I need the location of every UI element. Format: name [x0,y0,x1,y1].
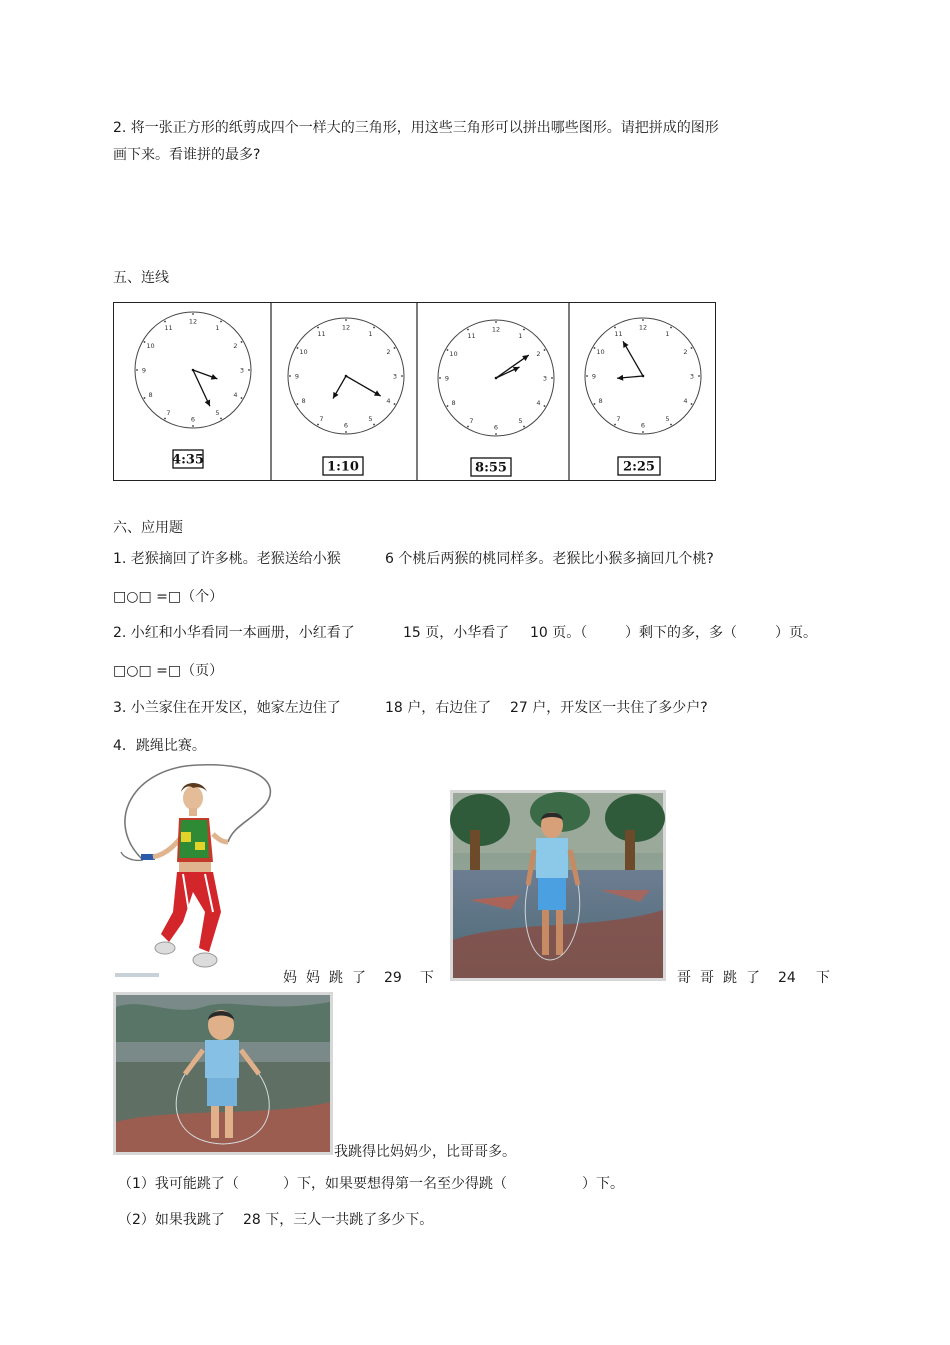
clock-minute-hand [623,341,643,376]
clock-numeral: 5 [665,414,670,423]
clock-numeral: 8 [148,391,153,399]
clock-numeral: 6 [190,415,196,424]
mom-caption-num: 29 [384,970,402,986]
problem2-text-d: ）剩下的多，多（ [625,625,737,641]
section6-title: 六、应用题 [113,520,183,536]
problem3-text-a: 3. 小兰家住在开发区，她家左边住了 [113,700,341,716]
clock-numeral: 12 [638,323,648,332]
clock-numeral: 3 [542,374,548,383]
problem3-text-b: 18 户，右边住了 [385,700,492,716]
subq1-text-a: （1）我可能跳了（ [118,1176,239,1192]
clock-numeral: 7 [319,414,324,423]
clock-numeral: 1 [518,332,523,341]
clock-time-label-3 [471,458,511,476]
q2-line1: 2. 将一张正方形的纸剪成四个一样大的三角形，用这些三角形可以拼出哪些图形。请把拼成的图形 [113,120,719,136]
clock-numeral: 10 [449,350,458,358]
clock-face-3 [438,320,554,436]
brother-caption-w3: 跳 [723,970,737,986]
clock-time-label-2 [323,457,363,475]
clock-numeral: 2 [683,348,688,356]
clock-numeral: 6 [640,421,646,430]
problem3-text-c: 27 户，开发区一共住了多少户? [510,700,708,716]
problem2-text-b: 15 页，小华看了 [403,625,510,641]
clock-numeral: 12 [341,323,351,332]
clock-numeral: 7 [616,414,621,423]
clock-numeral: 5 [518,416,523,425]
subq2-text-a: （2）如果我跳了 [118,1212,225,1228]
clock-numeral: 11 [164,324,173,333]
clock-face-1 [135,312,251,428]
clock-numeral: 8 [598,397,603,405]
clock-numeral: 5 [368,414,373,423]
clock-numeral: 2 [233,342,238,350]
clock-numeral: 11 [317,330,326,339]
brother-jump-rope-photo [450,790,666,981]
clock-numeral: 9 [294,372,300,381]
clock-numeral: 10 [146,342,155,350]
clock-numeral: 10 [596,348,605,356]
clock-face-2 [288,318,404,434]
mom-caption-w2: 妈 [306,970,320,986]
clock-numeral: 6 [493,423,499,432]
problem2-text-a: 2. 小红和小华看同一本画册，小红看了 [113,625,355,641]
clock-matching-panel [113,302,716,481]
brother-caption-w1: 哥 [677,970,691,986]
subq1-text-b: ）下，如果要想得第一名至少得跳（ [283,1176,507,1192]
clock-numeral: 11 [614,330,623,339]
problem1-text-a: 1. 老猴摘回了许多桃。老猴送给小猴 [113,551,341,567]
brother-caption-unit: 下 [815,970,830,986]
mom-caption-w3: 跳 [329,970,343,986]
clock-time-text: 2:25 [623,459,655,475]
clock-numeral: 1 [215,324,220,333]
clock-numeral: 4 [386,397,391,405]
clock-matching-figure [113,302,716,481]
subq2-text-b: 28 下，三人一共跳了多少下。 [243,1212,434,1228]
problem1-text-b: 6 个桃后两猴的桃同样多。老猴比小猴多摘回几个桃? [385,551,714,567]
clock-numeral: 8 [451,399,456,407]
clock-numeral: 1 [368,330,373,339]
brother-caption-w4: 了 [746,970,760,986]
clock-numeral: 7 [166,408,171,417]
clock-numeral: 12 [491,325,501,334]
clock-time-text: 8:55 [475,460,507,476]
clock-numeral: 4 [683,397,688,405]
brother-caption-w2: 哥 [700,970,714,986]
clock-numeral: 7 [469,416,474,425]
problem1-formula: □○□ =□（个） [113,589,224,605]
clock-time-text: 4:35 [172,452,204,468]
subq1-text-c: ）下。 [582,1176,624,1192]
girl-jump-rope-photo [113,992,333,1155]
clock-numeral: 6 [343,421,349,430]
clock-numeral: 3 [689,372,695,381]
clock-numeral: 9 [591,372,597,381]
clock-time-label-4 [618,457,660,475]
mom-caption-unit: 下 [419,970,434,986]
clock-numeral: 9 [141,366,147,375]
clock-numeral: 8 [301,397,306,405]
q2-line2: 画下来。看谁拼的最多? [113,147,261,163]
clock-numeral: 9 [444,374,450,383]
clock-time-text: 1:10 [327,459,359,475]
problem2-text-e: ）页。 [775,625,817,641]
mom-caption-w1: 妈 [283,970,297,986]
clock-numeral: 12 [188,317,198,326]
mom-caption [283,968,434,988]
clock-numeral: 4 [233,391,238,399]
clock-face-4 [585,318,701,434]
clock-numeral: 3 [392,372,398,381]
problem4-title: 4．跳绳比赛。 [113,738,206,754]
mom-caption-w4: 了 [352,970,366,986]
section5-title: 五、连线 [113,270,169,286]
brother-caption-num: 24 [778,970,796,986]
my-jump-statement: 我跳得比妈妈少，比哥哥多。 [334,1144,516,1160]
clock-numeral: 3 [239,366,245,375]
brother-caption [677,968,830,988]
clock-time-label-1 [172,450,204,468]
problem2-text-c: 10 页。（ [530,625,588,641]
clock-numeral: 1 [665,330,670,339]
clock-numeral: 4 [536,399,541,407]
clock-numeral: 11 [467,332,476,341]
clock-numeral: 5 [215,408,220,417]
clock-numeral: 2 [536,350,541,358]
clock-numeral: 2 [386,348,391,356]
clock-numeral: 10 [299,348,308,356]
mom-jump-rope-illustration [113,762,275,984]
problem2-formula: □○□ =□（页） [113,663,224,679]
